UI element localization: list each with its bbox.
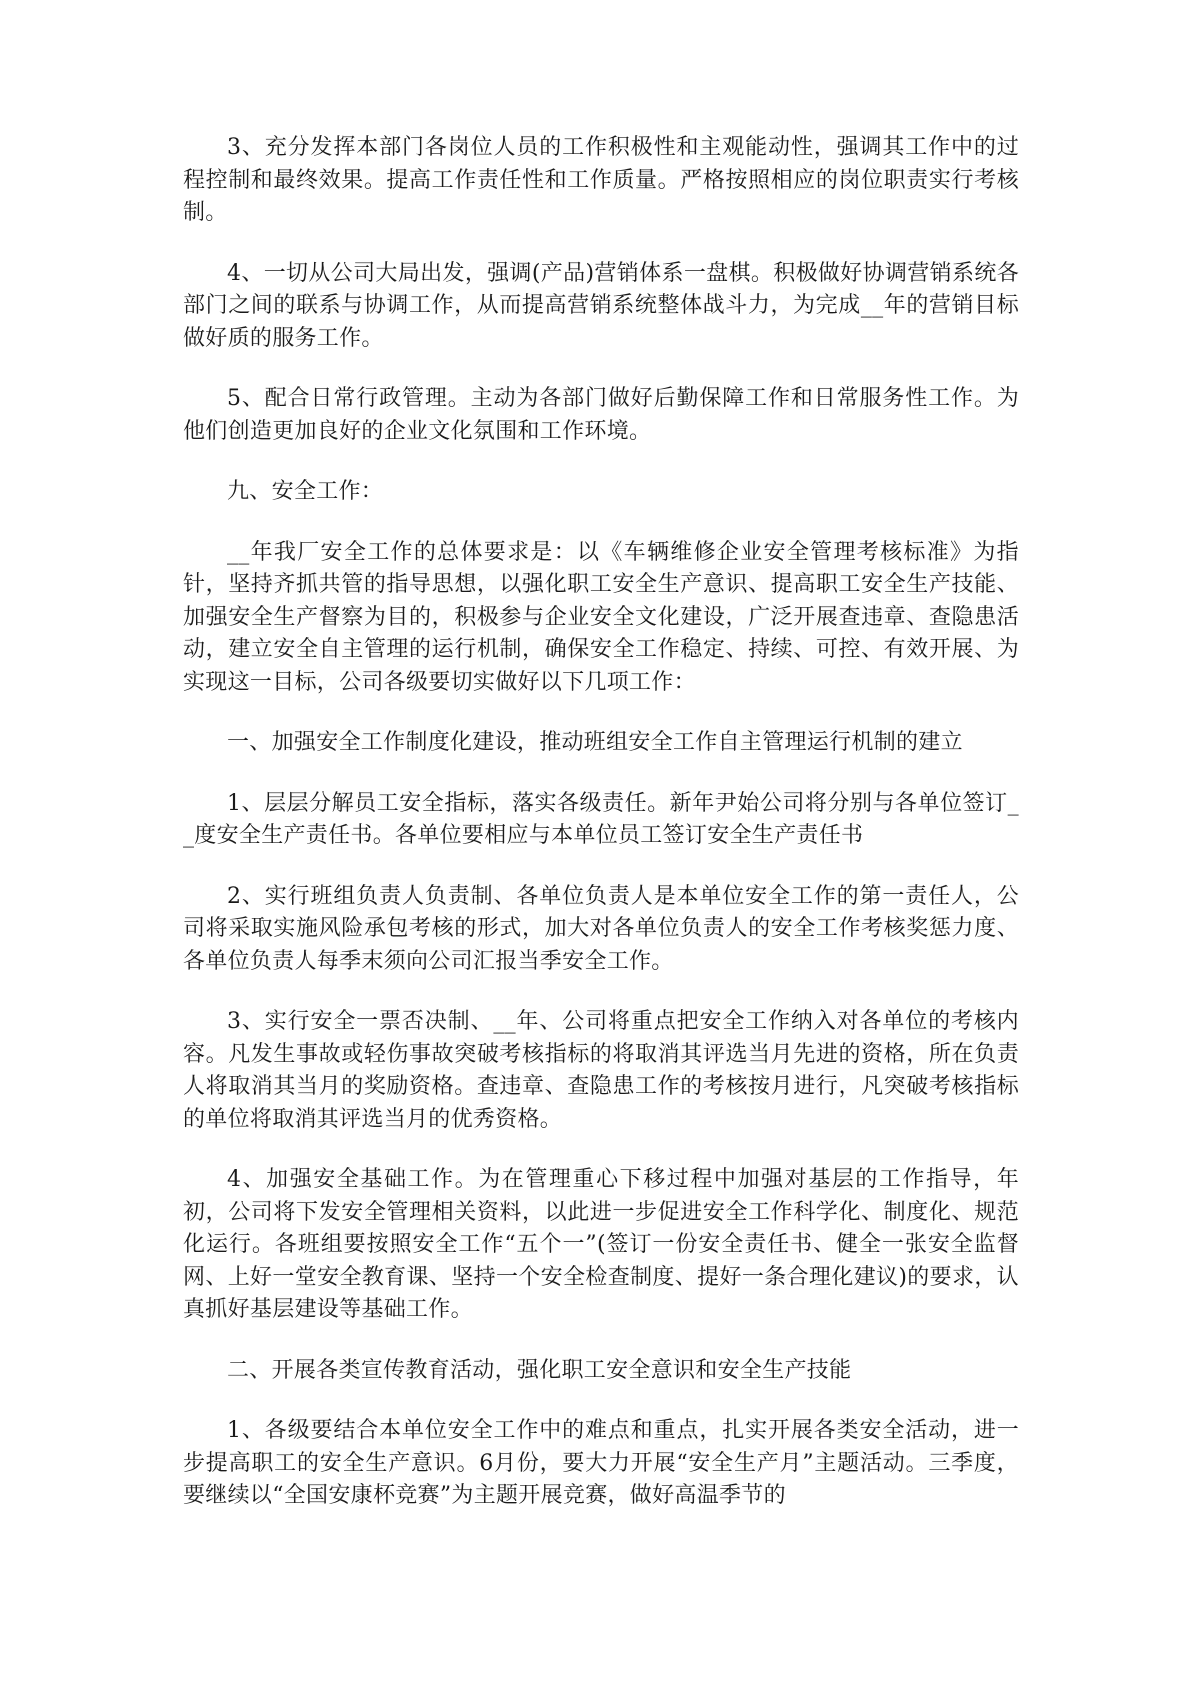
paragraph-7: 1、层层分解员工安全指标，落实各级责任。新年尹始公司将分别与各单位签订__度安全生产责任书。各单位要相应与本单位员工签订安全生产责任书 bbox=[183, 790, 1019, 848]
paragraph-2: 4、一切从公司大局出发，强调(产品)营销体系一盘棋。积极做好协调营销系统各部门之间的联系与协调工作，从而提高营销系统整体战斗力，为完成__年的营销目标做好质的服务工作。 bbox=[183, 260, 1019, 351]
paragraph-1: 3、充分发挥本部门各岗位人员的工作积极性和主观能动性，强调其工作中的过程控制和最终效果。提高工作责任性和工作质量。严格按照相应的岗位职责实行考核制。 bbox=[183, 135, 1019, 225]
paragraph-5: __年我厂安全工作的总体要求是：以《车辆维修企业安全管理考核标准》为指针，坚持齐抓共管的指导思想，以强化职工安全生产意识、提高职工安全生产技能、加强安全生产督察为目的，积极参与企业安全文化建设，广泛开展查违章、查隐患活动，建立安全自主管理的运行机制，确保安全工作稳定、持续、可控、有效开展、为实现这一目标，公司各级要切实做好以下几项工作： bbox=[183, 539, 1019, 695]
paragraph-10: 4、加强安全基础工作。为在管理重心下移过程中加强对基层的工作指导，年初，公司将下发安全管理相关资料，以此进一步促进安全工作科学化、制度化、规范化运行。各班组要按照安全工作“五个一”(签订一份安全责任书、健全一张安全监督网、上好一堂安全教育课、坚持一个安全检查制度、提好一条合理化建议)的要求，认真抓好基层建设等基础工作。 bbox=[183, 1167, 1019, 1322]
section-heading-safety: 九、安全工作： bbox=[227, 479, 384, 504]
document-body bbox=[183, 132, 1019, 1541]
subheading-2: 二、开展各类宣传教育活动，强化职工安全意识和安全生产技能 bbox=[227, 1357, 852, 1383]
paragraph-8: 2、实行班组负责人负责制、各单位负责人是本单位安全工作的第一责任人，公司将采取实施风险承包考核的形式，加大对各单位负责人的安全工作考核奖惩力度、各单位负责人每季末须向公司汇报当季安全工作。 bbox=[183, 883, 1019, 974]
paragraph-3: 5、配合日常行政管理。主动为各部门做好后勤保障工作和日常服务性工作。为他们创造更加良好的企业文化氛围和工作环境。 bbox=[183, 386, 1019, 444]
paragraph-12: 1、各级要结合本单位安全工作中的难点和重点，扎实开展各类安全活动，进一步提高职工的安全生产意识。6月份，要大力开展“安全生产月”主题活动。三季度，要继续以“全国安康杯竞赛”为主题开展竞赛，做好高温季节的 bbox=[183, 1418, 1019, 1508]
subheading-1: 一、加强安全工作制度化建设，推动班组安全工作自主管理运行机制的建立 bbox=[227, 730, 963, 755]
paragraph-9: 3、实行安全一票否决制、__年、公司将重点把安全工作纳入对各单位的考核内容。凡发生事故或轻伤事故突破考核指标的将取消其评选当月先进的资格，所在负责人将取消其当月的奖励资格。查违章、查隐患工作的考核按月进行，凡突破考核指标的单位将取消其评选当月的优秀资格。 bbox=[183, 1009, 1019, 1132]
